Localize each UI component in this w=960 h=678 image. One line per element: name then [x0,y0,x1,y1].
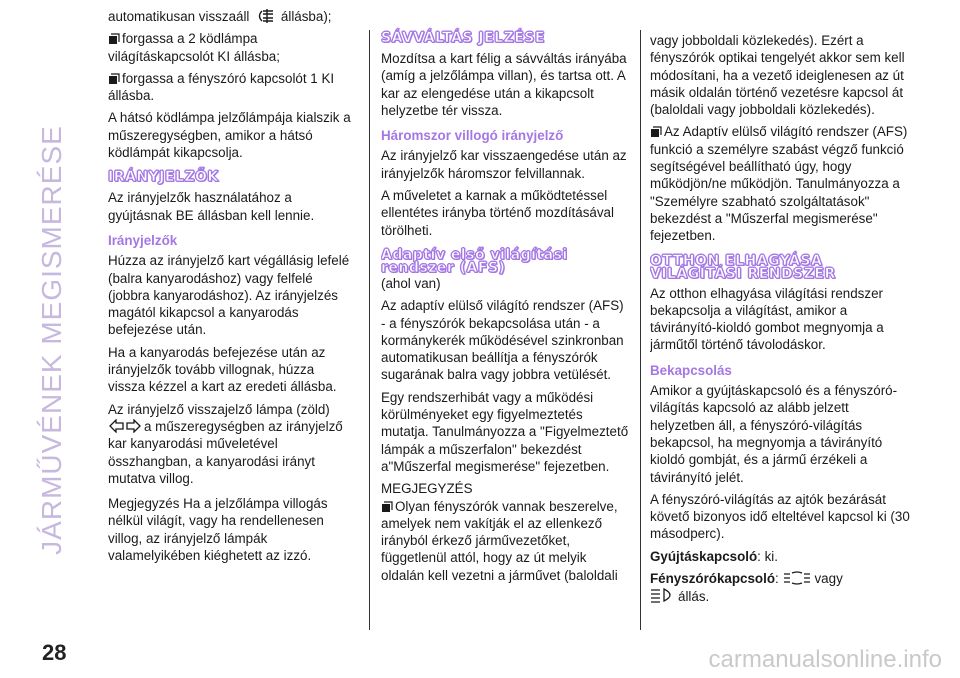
bullet-marker-icon [108,73,120,85]
section-heading: SÁVVÁLTÁS JELZÉSE [381,30,545,46]
bullet-marker-icon [108,33,120,45]
paragraph: Az irányjelző kar visszaengedése után az irányjelzők háromszor felvillannak. [381,148,627,181]
watermark: carmanualsonline.info [708,646,942,673]
setting-label: Gyújtáskapcsoló [650,548,758,564]
turn-signal-arrows-icon [108,419,142,433]
subsection-heading: Bekapcsolás [650,362,732,378]
section-heading-afs [381,246,631,276]
note-paragraph: Megjegyzés Ha a jelzőlámpa villogás nélkül világít, vagy ha rendellenesen villog, az irányjelző lámpák valamelyikében kiéghetett az izzó. [108,496,328,564]
subsection-heading: Irányjelzők [108,232,178,248]
bullet-marker-icon [650,126,662,138]
heading-line: OTTHON ELHAGYÁSA [650,252,823,269]
fog-lamp-rear-icon [253,9,275,23]
bullet-item: forgassa a fényszóró kapcsolót 1 KI állásba. [108,70,335,104]
setting-label: Fényszórókapcsoló [650,571,776,587]
section-heading: IRÁNYJELZŐK [108,169,219,186]
paragraph: A fényszóró-világítás az ajtók bezárását követő bizonyos idő elteltével kapcsol ki (30 másodperc). [650,491,910,542]
paragraph: Az irányjelző visszajelző lámpa (zöld) a műszeregységben az irányjelző kar kanyarodási műveletével összhangban, a kanyarodási irányt mutatva villog. [108,401,343,486]
subsection-heading: Háromszor villogó irányjelző [381,128,564,144]
paragraph: Az adaptív elülső világító rendszer (AFS) - a fényszórók bekapcsolása után - a kormánykerék működésével szinkronban automatikusan beállítja a fényszórók sugarának balra vagy jobbra vetülését. [381,298,624,383]
text-column-3 [650,8,910,628]
paragraph: Az irányjelzők használatához a gyújtásnak BE állásban kell lennie. [108,190,315,223]
text-column-2 [381,8,631,628]
paragraph: Ha a kanyarodás befejezése után az irányjelzők tovább villognak, húzza vissza kézzel a kart az eredeti állásba. [108,344,337,395]
setting-line: Fényszórókapcsoló: vagy állás. [650,571,843,605]
section-heading [650,252,910,282]
availability-note: (ahol van) [381,275,441,291]
text-column-1 [108,8,353,628]
paragraph: vagy jobboldali közlekedés). Ezért a fényszórók optikai tengelyét akkor sem kell módosítani, ha a vezető ideiglenesen az út másik oldalán történő vezetésre kapcsol át (baloldali vagy jobboldali közlekedés). [650,33,905,118]
paragraph: Mozdítsa a kart félig a sávváltás irányába (amíg a jelzőlámpa villan), és tartsa ott. A kar az elengedése után a kikapcsolt helyzetbe tér vissza. [381,51,627,118]
heading-line: Adaptív első világítási [381,246,568,263]
note-label: MEGJEGYZÉS [381,481,473,497]
paragraph: Egy rendszerhibát vagy a működési körülményeket egy figyelmeztetés mutatja. Tanulmányozza a "Figyelmeztető lámpák a műszerfalon" bekezdést a"Műszerfal megismerése" fejezetben. [381,389,629,474]
headlight-icon [650,587,676,603]
paragraph: Amikor a gyújtáskapcsoló és a fényszóró-világítás kapcsoló az alább jelzett helyzetben áll, a fényszóró-világítás bekapcsol, ha megnyomja a távirányító kioldó gombját, és a jármű érzékeli a távirányító jelét. [650,383,898,485]
paragraph: A hátsó ködlámpa jelzőlámpája kialszik a műszeregységben, amikor a hátsó ködlámpát kikapcsolja. [108,110,351,161]
column-separator [369,30,370,630]
setting-line: Gyújtáskapcsoló: ki. [650,548,779,564]
paragraph: Az otthon elhagyása világítási rendszer bekapcsolja a világítást, amikor a távirányító-kioldó gombot megnyomja a járműtől történő távolodáskor. [650,285,884,353]
page-number: 28 [42,640,67,665]
paragraph: A műveletet a karnak a működtetéssel ellentétes irányba történő mozdításával törölheti. [381,188,614,238]
heading-line: rendszer (AFS) [381,259,506,276]
column-separator [640,30,641,630]
bullet-marker-icon [381,501,393,513]
paragraph: Húzza az irányjelző kart végállásig lefelé (balra kanyarodáshoz) vagy felfelé (jobbra kanyarodáshoz). Az irányjelzés magától kikapcsol a kanyarodás befejezése után. [108,253,350,338]
paragraph: automatikusan visszaáll állásba); [108,9,332,24]
note-text: Olyan fényszórók vannak beszerelve, amelyek nem vakítják el az ellenkező irányból érkező járművezetőket, függetlenül attól, hogy az út melyik oldalán kell vezetni a járművet (baloldali [381,498,618,583]
side-chapter-title: JÁRMŰVÉNEK MEGISMERÉSE [36,125,67,555]
heading-line: VILÁGÍTÁSI RENDSZER [650,265,836,282]
parking-light-icon [782,571,812,585]
bullet-item: Az Adaptív elülső világító rendszer (AFS) funkció a személyre szabást végző funkció segítségével beállítható úgy, hogy működjön/ne működjön. Tanulmányozza a "Személyre szabható szolgáltatások" bekezdést a "Műszerfal megismerése" fejezetben. [650,124,908,244]
bullet-item: forgassa a 2 ködlámpa világításkapcsolót KI állásba; [108,31,280,64]
